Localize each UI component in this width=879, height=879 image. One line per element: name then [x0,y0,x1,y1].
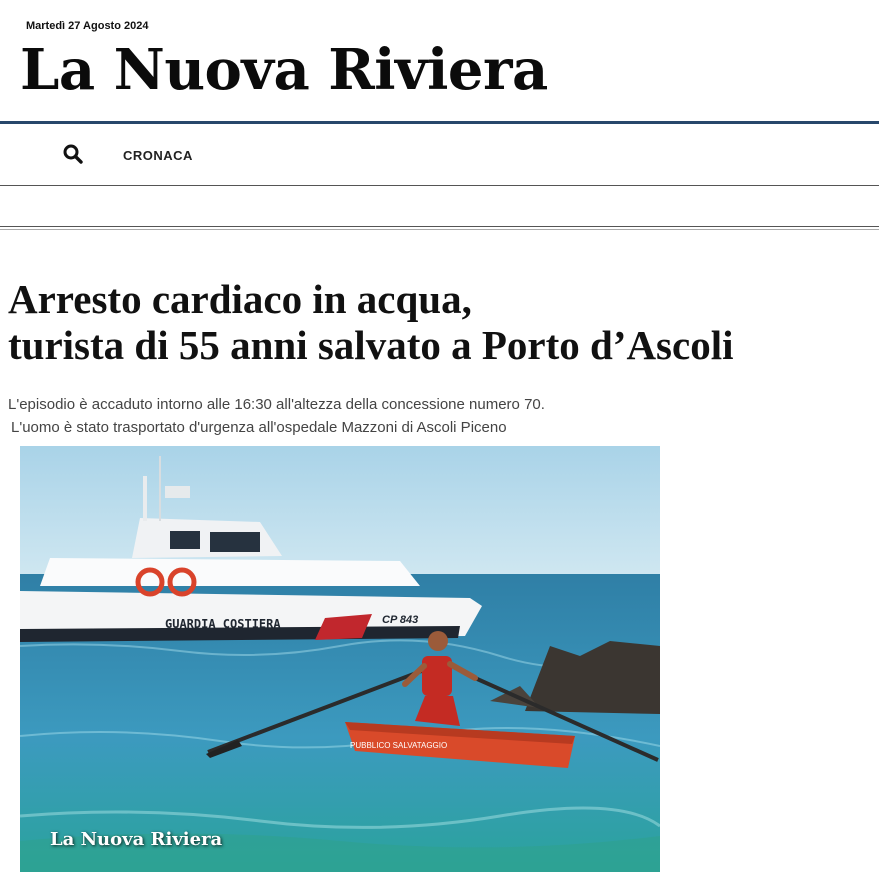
rowboat-label: PUBBLICO SALVATAGGIO [350,741,448,750]
headline-line-1: Arresto cardiaco in acqua, [8,276,472,322]
article-photo[interactable] [20,446,660,872]
photo-watermark: La Nuova Riviera [50,829,223,850]
headline-line-2: turista di 55 anni salvato a Porto d’Ascoli [8,322,734,368]
article-headline [8,276,878,368]
main-nav [0,124,879,186]
boat-label: GUARDIA COSTIERA [165,617,281,631]
search-icon[interactable] [63,144,83,164]
header-date: Martedì 27 Agosto 2024 [26,20,149,32]
nav-item-cronaca[interactable]: CRONACA [123,148,193,163]
summary-line-2: L'uomo è stato trasportato d'urgenza all'ospedale Mazzoni di Ascoli Piceno [11,419,507,436]
section-divider [0,226,879,230]
photo-illustration [20,446,660,872]
summary-line-1: L'episodio è accaduto intorno alle 16:30 all'altezza della concessione numero 70. [8,396,545,413]
article-summary [8,393,868,439]
site-title[interactable]: La Nuova Riviera [20,37,548,103]
boat-number: CP 843 [382,614,419,626]
